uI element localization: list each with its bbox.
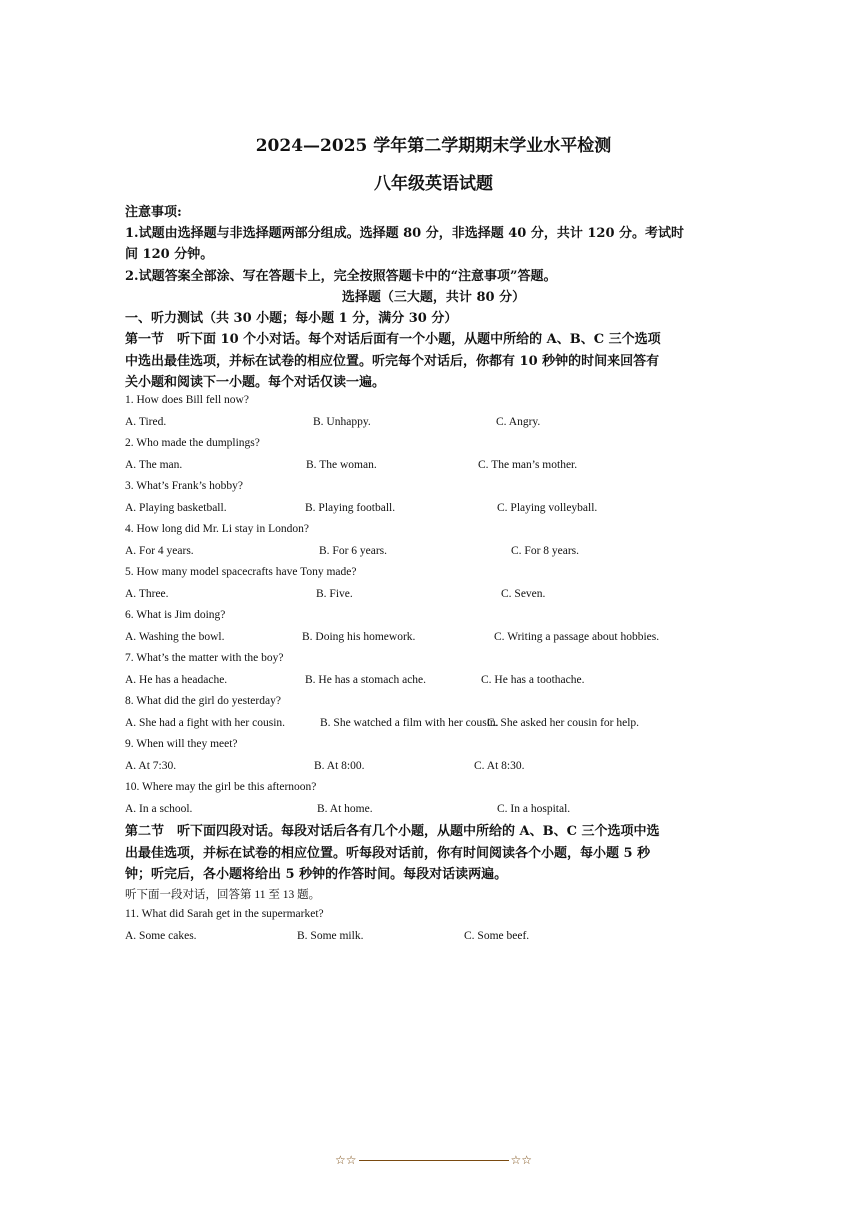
question-10-option-b: B. At home. [317, 803, 373, 815]
question-6-option-b: B. Doing his homework. [302, 631, 416, 643]
page-footer [0, 1153, 867, 1167]
question-6-option-a: A. Washing the bowl. [125, 631, 225, 643]
question-4: 4. How long did Mr. Li stay in London? [125, 523, 309, 535]
section-heading: 选择题（三大题，共计 80 分） [341, 290, 526, 305]
question-11-option-a: A. Some cakes. [125, 930, 197, 942]
part2-instructions-2: 出最佳选项，并标在试卷的相应位置。听每段对话前，你有时间阅读各个小题，每小题 5 秒 [125, 846, 651, 861]
question-5-option-b: B. Five. [316, 588, 353, 600]
question-7-option-a: A. He has a headache. [125, 674, 228, 686]
question-10-option-a: A. In a school. [125, 803, 193, 815]
notes-line-2: 2.试题答案全部涂、写在答题卡上，完全按照答题卡中的“注意事项”答题。 [125, 269, 557, 284]
question-11-option-b: B. Some milk. [297, 930, 364, 942]
question-8-option-b: B. She watched a film with her cousin. [320, 717, 499, 729]
exam-title: 2024—2025 学年第二学期期末学业水平检测 [255, 136, 612, 156]
question-10-option-c: C. In a hospital. [497, 803, 571, 815]
question-2: 2. Who made the dumplings? [125, 437, 260, 449]
question-10: 10. Where may the girl be this afternoon? [125, 781, 317, 793]
question-9-option-c: C. At 8:30. [474, 760, 525, 772]
notes-heading: 注意事项: [125, 205, 182, 220]
part1-instructions-2: 中选出最佳选项，并标在试卷的相应位置。听完每个对话后，你都有 10 秒钟的时间来回答有 [125, 354, 660, 369]
question-11: 11. What did Sarah get in the supermarket? [125, 908, 324, 920]
question-7-option-c: C. He has a toothache. [481, 674, 585, 686]
question-1-option-b: B. Unhappy. [313, 416, 371, 428]
part2-instructions-3: 钟；听完后，各小题将给出 5 秒钟的作答时间。每段对话读两遍。 [125, 867, 508, 882]
question-4-option-a: A. For 4 years. [125, 545, 194, 557]
question-11-option-c: C. Some beef. [464, 930, 530, 942]
question-9-option-b: B. At 8:00. [314, 760, 365, 772]
question-5-option-c: C. Seven. [501, 588, 546, 600]
question-7: 7. What’s the matter with the boy? [125, 652, 284, 664]
question-8-option-c: C. She asked her cousin for help. [487, 717, 640, 729]
part2-dialogue-instruction: 听下面一段对话，回答第 11 至 13 题。 [125, 889, 321, 901]
question-2-option-c: C. The man’s mother. [478, 459, 578, 471]
part1-instructions-3: 关小题和阅读下一小题。每个对话仅读一遍。 [125, 375, 386, 390]
question-6-option-c: C. Writing a passage about hobbies. [494, 631, 660, 643]
exam-subtitle: 八年级英语试题 [374, 174, 493, 194]
notes-line-1a: 1.试题由选择题与非选择题两部分组成。选择题 80 分，非选择题 40 分，共计 120 分。考试时 [125, 226, 685, 241]
question-4-option-b: B. For 6 years. [319, 545, 388, 557]
part1-heading: 一、听力测试（共 30 小题；每小题 1 分，满分 30 分） [125, 311, 458, 326]
footer-stars-right: ☆☆ [510, 1153, 533, 1167]
question-2-option-b: B. The woman. [306, 459, 377, 471]
question-6: 6. What is Jim doing? [125, 609, 226, 621]
question-3: 3. What’s Frank’s hobby? [125, 480, 243, 492]
part2-instructions-1: 第二节 听下面四段对话。每段对话后各有几个小题，从题中所给的 A、B、C 三个选项中选 [125, 824, 660, 839]
question-1: 1. How does Bill fell now? [125, 394, 249, 406]
question-5: 5. How many model spacecrafts have Tony made? [125, 566, 357, 578]
part1-instructions-1: 第一节 听下面 10 个小对话。每个对话后面有一个小题，从题中所给的 A、B、C 三个选项 [125, 332, 661, 347]
question-5-option-a: A. Three. [125, 588, 169, 600]
question-4-option-c: C. For 8 years. [511, 545, 580, 557]
question-7-option-b: B. He has a stomach ache. [305, 674, 427, 686]
question-3-option-a: A. Playing basketball. [125, 502, 227, 514]
footer-divider [359, 1160, 509, 1161]
question-8: 8. What did the girl do yesterday? [125, 695, 281, 707]
question-2-option-a: A. The man. [125, 459, 183, 471]
question-1-option-c: C. Angry. [496, 416, 541, 428]
question-1-option-a: A. Tired. [125, 416, 167, 428]
notes-line-1b: 间 120 分钟。 [125, 247, 214, 262]
question-9-option-a: A. At 7:30. [125, 760, 177, 772]
footer-stars-left: ☆☆ [334, 1153, 357, 1167]
question-8-option-a: A. She had a fight with her cousin. [125, 717, 286, 729]
question-3-option-c: C. Playing volleyball. [497, 502, 598, 514]
question-9: 9. When will they meet? [125, 738, 238, 750]
question-3-option-b: B. Playing football. [305, 502, 396, 514]
